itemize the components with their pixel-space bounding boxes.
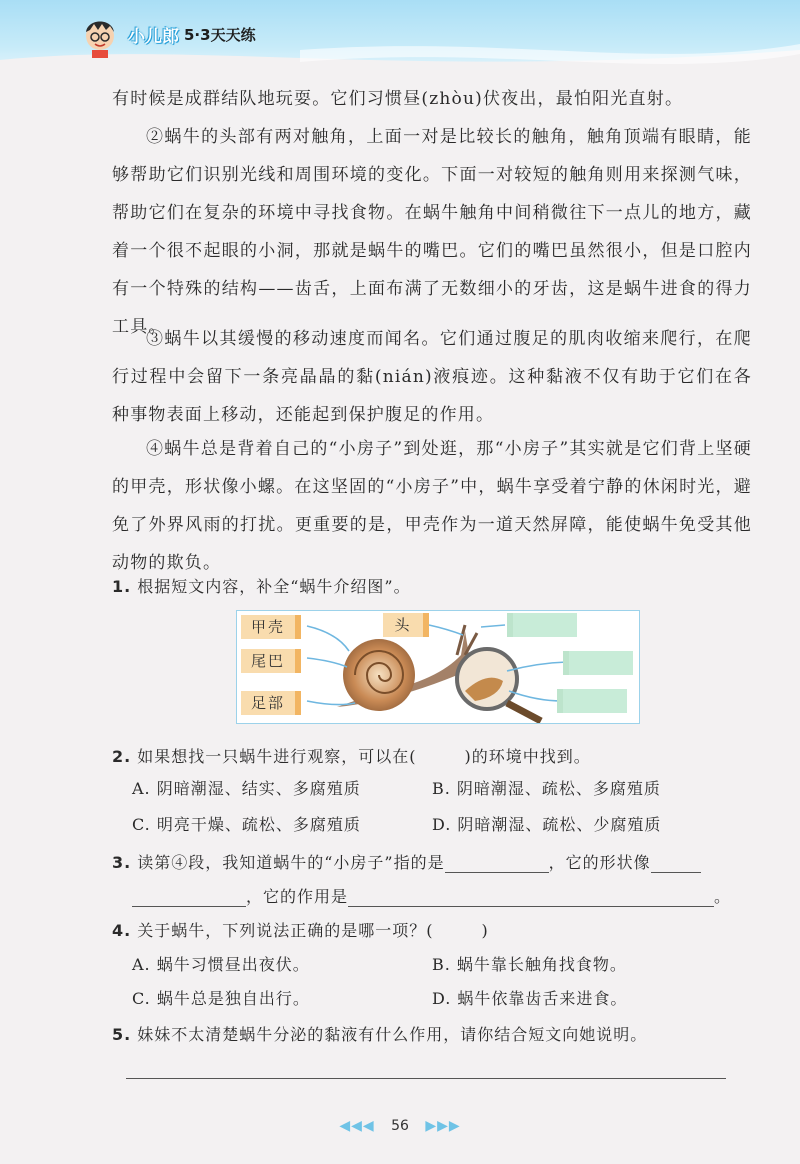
question-1: 1. 根据短文内容，补全“蜗牛介绍图”。 (112, 577, 411, 596)
q4-option-a[interactable]: A. 蜗牛习惯昼出夜伏。 (132, 955, 310, 974)
passage-paragraph-3: ③蜗牛以其缓慢的移动速度而闻名。它们通过腹足的肌肉收缩来爬行，在爬行过程中会留下一条亮晶晶的黏(nián)液痕迹。这种黏液不仅有助于它们在各种事物表面上移动，还能起到保护腹足的作用。 (112, 329, 752, 425)
q2-option-b[interactable]: B. 阴暗潮湿、疏松、多腐殖质 (432, 779, 661, 798)
series-title: 5·3天天练 (184, 26, 256, 44)
answer-box-2[interactable] (563, 651, 633, 675)
q2-option-d[interactable]: D. 阴暗潮湿、疏松、少腐殖质 (432, 815, 662, 834)
question-3-line-2: ，它的作用是 。 (132, 884, 731, 907)
passage-line-first: 有时候是成群结队地玩耍。它们习惯昼(zhòu)伏夜出，最怕阳光直射。 (112, 89, 684, 109)
left-arrows-icon: ◀◀◀ (339, 1118, 375, 1134)
label-tail: 尾巴 (241, 649, 301, 673)
answer-box-1[interactable] (507, 613, 577, 637)
answer-line-q5[interactable] (126, 1078, 726, 1079)
brand-title: 小儿郎 (128, 27, 179, 47)
header-band (0, 0, 800, 78)
passage-paragraph-4: ④蜗牛总是背着自己的“小房子”到处逛，那“小房子”其实就是它们背上坚硬的甲壳，形状像小螺。在这坚固的“小房子”中，蜗牛享受着宁静的休闲时光，避免了外界风雨的打扰。更重要的是，甲壳作为一道天然屏障，能使蜗牛免受其他动物的欺负。 (112, 439, 752, 573)
snail-diagram (236, 610, 640, 724)
question-4: 4. 关于蜗牛，下列说法正确的是哪一项？( ) (112, 921, 489, 940)
question-3: 3. 读第④段，我知道蜗牛的“小房子”指的是 ，它的形状像 (112, 850, 701, 873)
boy-mascot-icon (80, 14, 120, 58)
answer-blank-q3-d[interactable] (348, 888, 714, 907)
q2-option-c[interactable]: C. 明亮干燥、疏松、多腐殖质 (132, 815, 361, 834)
page-number (0, 1118, 800, 1134)
right-arrows-icon: ▶▶▶ (425, 1118, 461, 1134)
question-5: 5. 妹妹不太清楚蜗牛分泌的黏液有什么作用，请你结合短文向她说明。 (112, 1025, 648, 1044)
page-number-value: 56 (391, 1118, 409, 1134)
header-wave-decoration (0, 40, 800, 78)
question-2: 2. 如果想找一只蜗牛进行观察，可以在( )的环境中找到。 (112, 747, 591, 766)
label-foot: 足部 (241, 691, 301, 715)
q4-option-d[interactable]: D. 蜗牛依靠齿舌来进食。 (432, 989, 628, 1008)
q2-option-a[interactable]: A. 阴暗潮湿、结实、多腐殖质 (132, 779, 361, 798)
answer-blank-q3-a[interactable] (445, 854, 549, 873)
label-shell: 甲壳 (241, 615, 301, 639)
passage-paragraph-2: ②蜗牛的头部有两对触角，上面一对是比较长的触角，触角顶端有眼睛，能够帮助它们识别光线和周围环境的变化。下面一对较短的触角则用来探测气味，帮助它们在复杂的环境中寻找食物。在蜗牛触角中间稍微往下一点儿的地方，藏着一个很不起眼的小洞，那就是蜗牛的嘴巴。它们的嘴巴虽然很小，但是口腔内有一个特殊的结构——齿舌，上面布满了无数细小的牙齿，这是蜗牛进食的得力工具。 (112, 127, 752, 337)
answer-box-3[interactable] (557, 689, 627, 713)
answer-blank-q3-c[interactable] (132, 888, 246, 907)
q4-option-c[interactable]: C. 蜗牛总是独自出行。 (132, 989, 310, 1008)
answer-blank-q3-b[interactable] (651, 854, 701, 873)
question-1-text: 根据短文内容，补全“蜗牛介绍图”。 (137, 577, 411, 596)
q4-option-b[interactable]: B. 蜗牛靠长触角找食物。 (432, 955, 627, 974)
label-head: 头 (383, 613, 429, 637)
